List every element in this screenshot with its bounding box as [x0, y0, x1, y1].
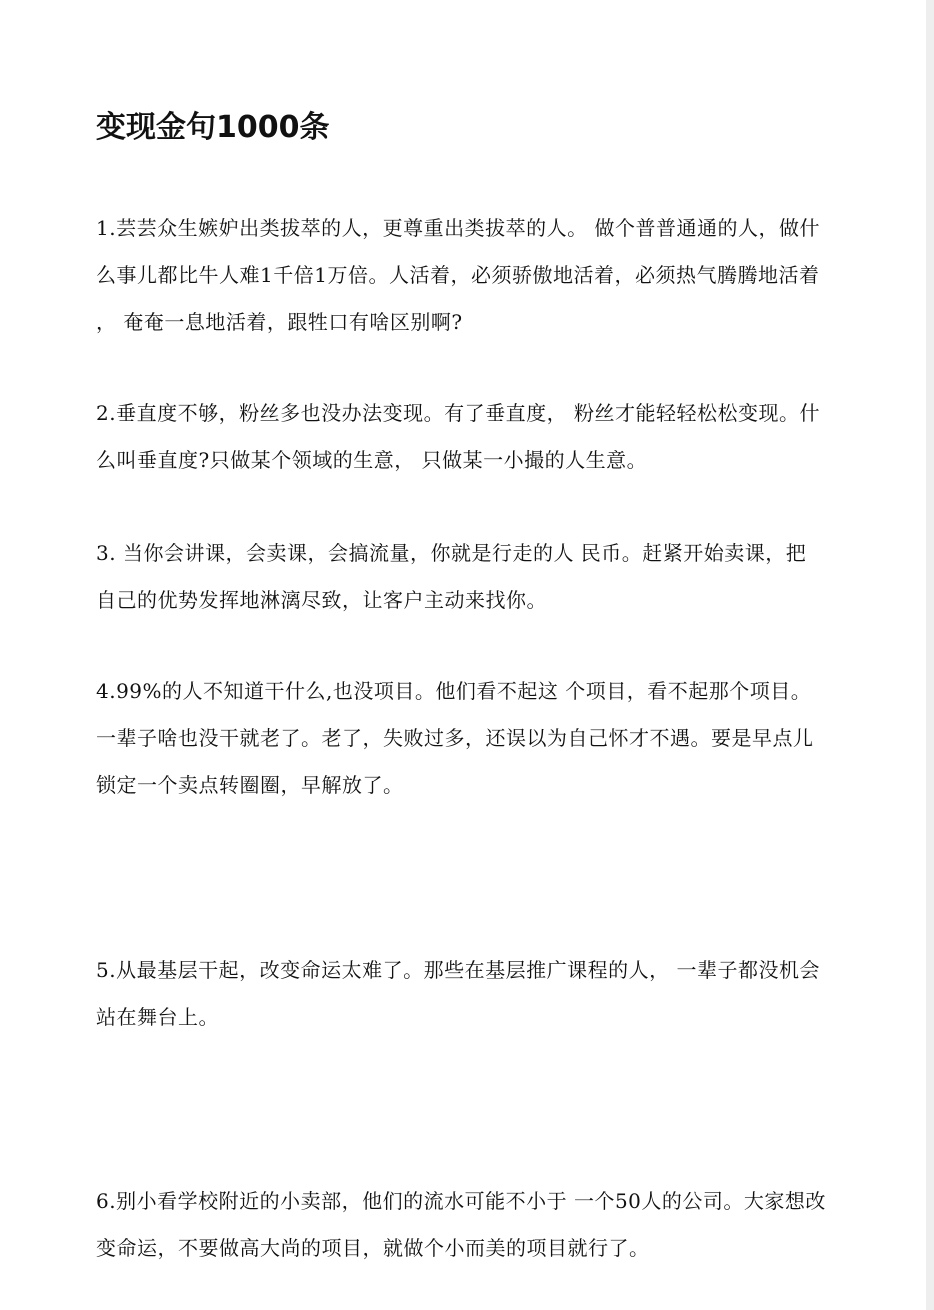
- document-title: 变现金句1000条: [96, 110, 330, 145]
- paragraph-4: [96, 668, 886, 809]
- paragraph-line: 2.垂直度不够，粉丝多也没办法变现。有了垂直度， 粉丝才能轻轻松松变现。什: [96, 401, 820, 425]
- paragraph-6: [96, 1178, 886, 1272]
- paragraph-line: 变命运，不要做高大尚的项目，就做个小而美的项目就行了。: [96, 1236, 650, 1260]
- paragraph-line: 6.别小看学校附近的小卖部，他们的流水可能不小于 一个50人的公司。大家想改: [96, 1189, 826, 1213]
- paragraph-line: 自己的优势发挥地淋漓尽致，让客户主动来找你。: [96, 588, 547, 612]
- paragraph-line: 锁定一个卖点转圈圈，早解放了。: [96, 773, 404, 797]
- paragraph-line: 站在舞台上。: [96, 1005, 219, 1029]
- paragraph-line: 一辈子啥也没干就老了。老了，失败过多，还误以为自己怀才不遇。要是早点儿: [96, 726, 814, 750]
- paragraph-line: ， 奄奄一息地活着，跟牲口有啥区别啊?: [96, 310, 463, 334]
- paragraph-line: 3. 当你会讲课，会卖课，会搞流量，你就是行走的人 民币。赶紧开始卖课，把: [96, 541, 807, 565]
- paragraph-5: [96, 947, 886, 1041]
- page-edge-scrollbar[interactable]: [926, 0, 934, 1310]
- paragraph-2: [96, 390, 886, 484]
- paragraph-1: [96, 205, 886, 346]
- paragraph-3: [96, 530, 886, 624]
- paragraph-line: 1.芸芸众生嫉妒出类拔萃的人，更尊重出类拔萃的人。 做个普普通通的人，做什: [96, 216, 820, 240]
- paragraph-line: 么事儿都比牛人难1千倍1万倍。人活着，必须骄傲地活着，必须热气腾腾地活着: [96, 263, 820, 287]
- paragraph-line: 4.99%的人不知道干什么,也没项目。他们看不起这 个项目，看不起那个项目。: [96, 679, 812, 703]
- paragraph-line: 5.从最基层干起，改变命运太难了。那些在基层推广课程的人， 一辈子都没机会: [96, 958, 820, 982]
- paragraph-line: 么叫垂直度?只做某个领域的生意， 只做某一小撮的人生意。: [96, 448, 648, 472]
